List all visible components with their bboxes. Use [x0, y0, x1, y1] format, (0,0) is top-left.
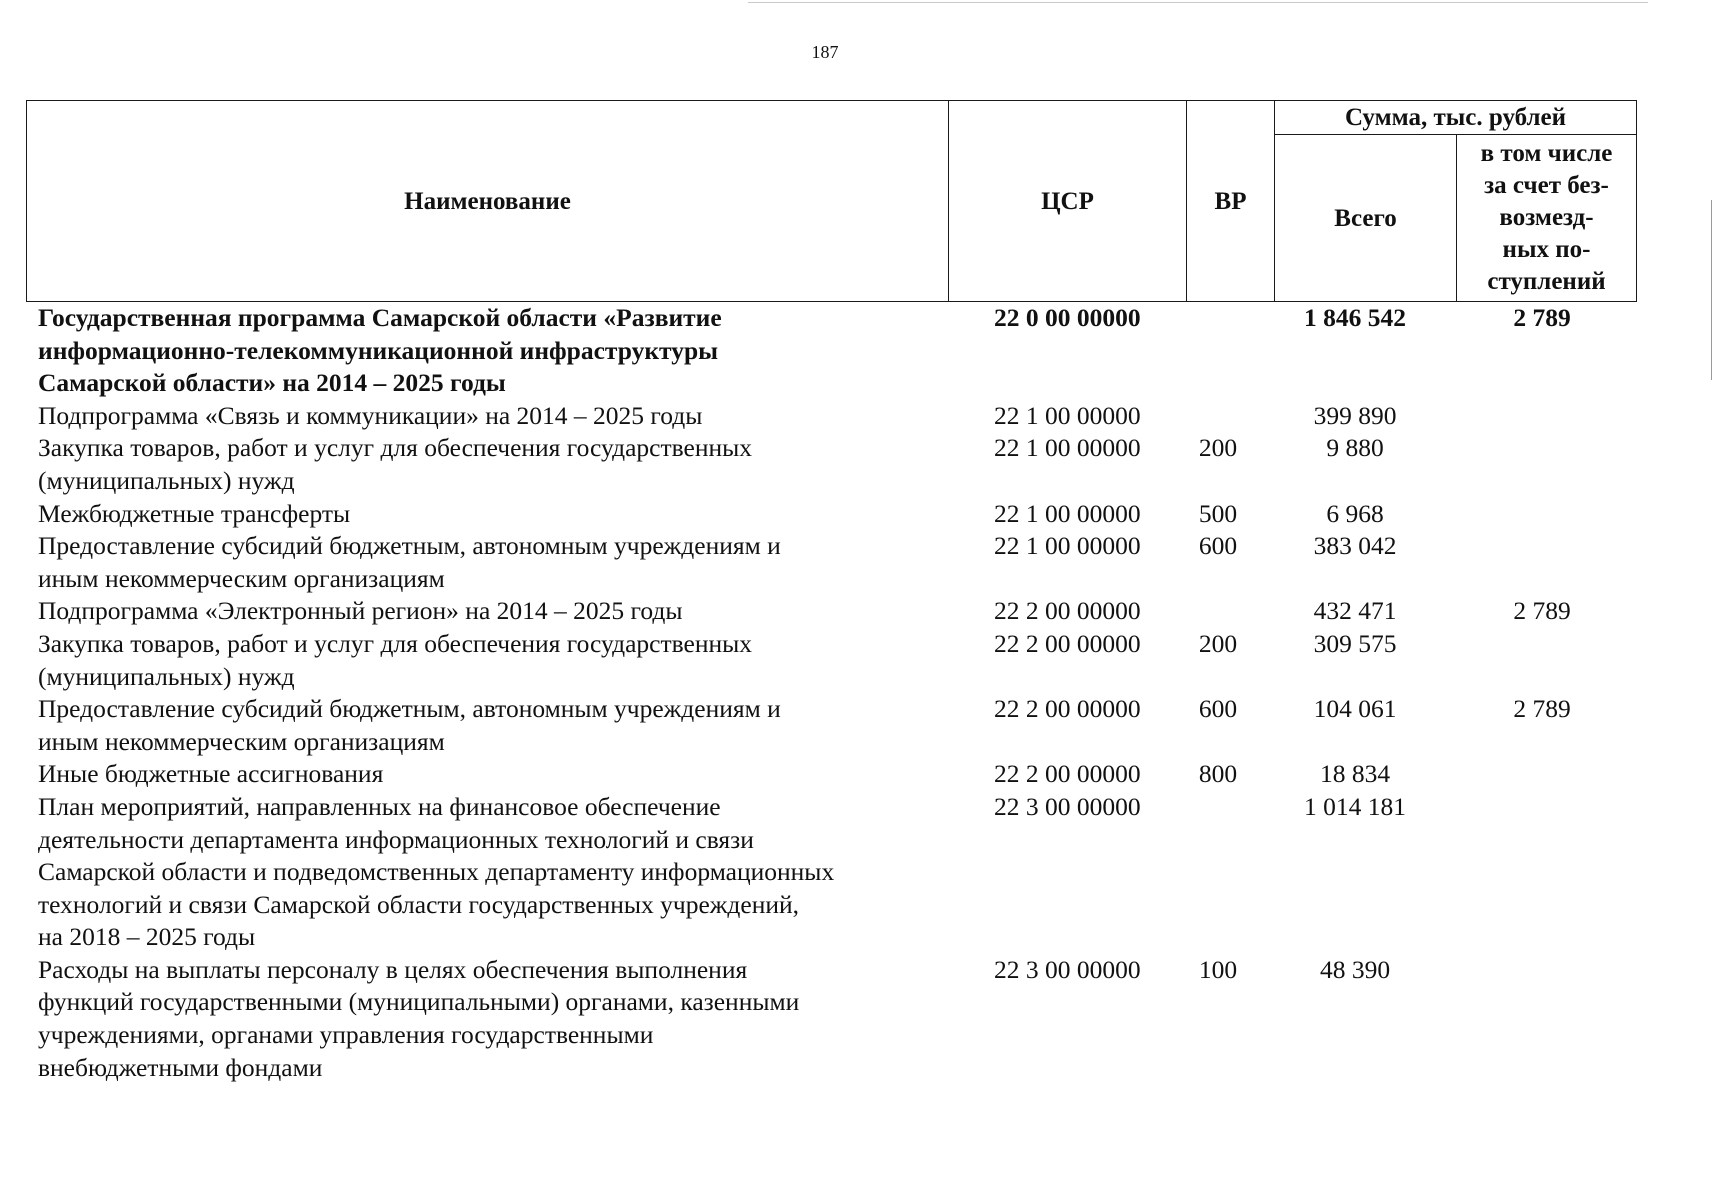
- table-row: [26, 400, 1636, 433]
- row-name: [26, 693, 936, 758]
- header-gratis-line: ступлений: [1487, 268, 1606, 295]
- row-gratis: [1448, 791, 1636, 954]
- row-name: [26, 302, 936, 400]
- row-total: 1 014 181: [1304, 791, 1406, 821]
- row-csr: 22 2 00 00000: [994, 596, 1141, 626]
- row-csr: 22 0 00 00000: [994, 303, 1141, 332]
- row-name-line: информационно-телекоммуникационной инфраструктуры: [38, 335, 719, 365]
- row-name: [26, 400, 936, 433]
- header-vr: ВР: [1187, 101, 1275, 302]
- row-total: 18 834: [1319, 759, 1391, 789]
- row-name-line: Подпрограмма «Связь и коммуникации» на 2014 – 2025 годы: [38, 400, 703, 430]
- header-name: Наименование: [27, 101, 949, 302]
- row-csr: 22 1 00 00000: [994, 498, 1141, 528]
- row-csr: 22 1 00 00000: [994, 400, 1141, 430]
- row-name-line: на 2018 – 2025 годы: [38, 922, 256, 952]
- table-row: [26, 498, 1636, 531]
- row-name: [26, 954, 936, 1084]
- row-gratis: 2 789: [1513, 596, 1571, 626]
- table-row: [26, 530, 1636, 595]
- row-total: 383 042: [1313, 531, 1397, 561]
- row-name-line: (муниципальных) нужд: [38, 465, 295, 495]
- row-vr: 600: [1198, 531, 1238, 561]
- row-csr: 22 2 00 00000: [994, 759, 1141, 789]
- header-gratis-line: в том числе: [1480, 140, 1613, 167]
- row-name: [26, 628, 936, 693]
- row-name-line: Самарской области и подведомственных департаменту информационных: [38, 857, 835, 887]
- row-gratis: 2 789: [1513, 694, 1571, 724]
- row-gratis: [1448, 400, 1636, 433]
- row-name: [26, 530, 936, 595]
- header-csr: ЦСР: [949, 101, 1187, 302]
- row-gratis: [1448, 758, 1636, 791]
- row-name-line: деятельности департамента информационных технологий и связи: [38, 824, 754, 854]
- row-csr: 22 2 00 00000: [994, 628, 1141, 658]
- row-vr: [1174, 791, 1262, 954]
- row-name: [26, 791, 936, 954]
- table-row: [26, 628, 1636, 693]
- row-name-line: Предоставление субсидий бюджетным, автономным учреждениям и: [38, 694, 781, 724]
- table-row: [26, 693, 1636, 758]
- row-total: 309 575: [1313, 628, 1397, 658]
- row-vr: [1174, 302, 1262, 400]
- table-row: [26, 954, 1636, 1084]
- row-name-line: внебюджетными фондами: [38, 1052, 323, 1082]
- row-name-line: Межбюджетные трансферты: [38, 498, 351, 528]
- row-name-line: Предоставление субсидий бюджетным, автономным учреждениям и: [38, 531, 781, 561]
- table-row: [26, 432, 1636, 497]
- row-name: [26, 758, 936, 791]
- row-name-line: Иные бюджетные ассигнования: [38, 759, 384, 789]
- row-total: 399 890: [1313, 400, 1397, 430]
- row-gratis: 2 789: [1513, 303, 1571, 332]
- row-vr: 600: [1198, 694, 1238, 724]
- header-total: Всего: [1275, 135, 1457, 302]
- row-name-line: иным некоммерческим организациям: [38, 563, 445, 593]
- row-total: 48 390: [1319, 954, 1391, 984]
- row-csr: 22 3 00 00000: [994, 791, 1141, 821]
- row-vr: 100: [1198, 954, 1238, 984]
- header-gratis: [1457, 135, 1637, 302]
- row-gratis: [1448, 432, 1636, 497]
- row-gratis: [1448, 530, 1636, 595]
- page-number: 187: [811, 42, 839, 62]
- header-sum: Сумма, тыс. рублей: [1275, 101, 1637, 135]
- row-vr: 800: [1198, 759, 1238, 789]
- header-gratis-line: за счет без-: [1484, 172, 1609, 199]
- scan-edge-line: [1711, 200, 1712, 380]
- header-gratis-line: возмезд-: [1499, 204, 1594, 231]
- table-row: [26, 302, 1636, 400]
- row-gratis: [1448, 498, 1636, 531]
- row-gratis: [1448, 628, 1636, 693]
- table-body: [26, 302, 1636, 1084]
- row-name-line: Расходы на выплаты персоналу в целях обеспечения выполнения: [38, 954, 748, 984]
- table-row: [26, 791, 1636, 954]
- row-vr: 200: [1198, 433, 1238, 463]
- table-header: [26, 100, 1637, 302]
- row-name-line: Подпрограмма «Электронный регион» на 2014 – 2025 годы: [38, 596, 683, 626]
- row-name-line: иным некоммерческим организациям: [38, 726, 445, 756]
- row-name-line: Самарской области» на 2014 – 2025 годы: [38, 368, 506, 398]
- row-csr: 22 1 00 00000: [994, 433, 1141, 463]
- row-name-line: учреждениями, органами управления государственными: [38, 1020, 654, 1050]
- row-vr: [1174, 400, 1262, 433]
- row-name-line: технологий и связи Самарской области государственных учреждений,: [38, 889, 800, 919]
- row-vr: [1174, 595, 1262, 628]
- row-csr: 22 2 00 00000: [994, 694, 1141, 724]
- row-name-line: Закупка товаров, работ и услуг для обеспечения государственных: [38, 433, 753, 463]
- row-total: 9 880: [1326, 433, 1384, 463]
- row-csr: 22 1 00 00000: [994, 531, 1141, 561]
- row-name-line: (муниципальных) нужд: [38, 661, 295, 691]
- row-total: 104 061: [1313, 694, 1397, 724]
- row-gratis: [1448, 954, 1636, 1084]
- row-csr: 22 3 00 00000: [994, 954, 1141, 984]
- row-total: 1 846 542: [1304, 303, 1406, 332]
- table-row: [26, 595, 1636, 628]
- row-name-line: Закупка товаров, работ и услуг для обеспечения государственных: [38, 628, 753, 658]
- row-name: [26, 498, 936, 531]
- header-gratis-line: ных по-: [1502, 236, 1591, 263]
- row-total: 6 968: [1326, 498, 1384, 528]
- row-name-line: функций государственными (муниципальными) органами, казенными: [38, 987, 800, 1017]
- row-total: 432 471: [1313, 596, 1397, 626]
- row-name: [26, 595, 936, 628]
- row-vr: 500: [1198, 498, 1238, 528]
- row-name-line: План мероприятий, направленных на финансовое обеспечение: [38, 791, 721, 821]
- table-row: [26, 758, 1636, 791]
- row-name: [26, 432, 936, 497]
- row-name-line: Государственная программа Самарской области «Развитие: [38, 303, 722, 332]
- scan-edge-line: [748, 2, 1648, 3]
- row-vr: 200: [1198, 628, 1238, 658]
